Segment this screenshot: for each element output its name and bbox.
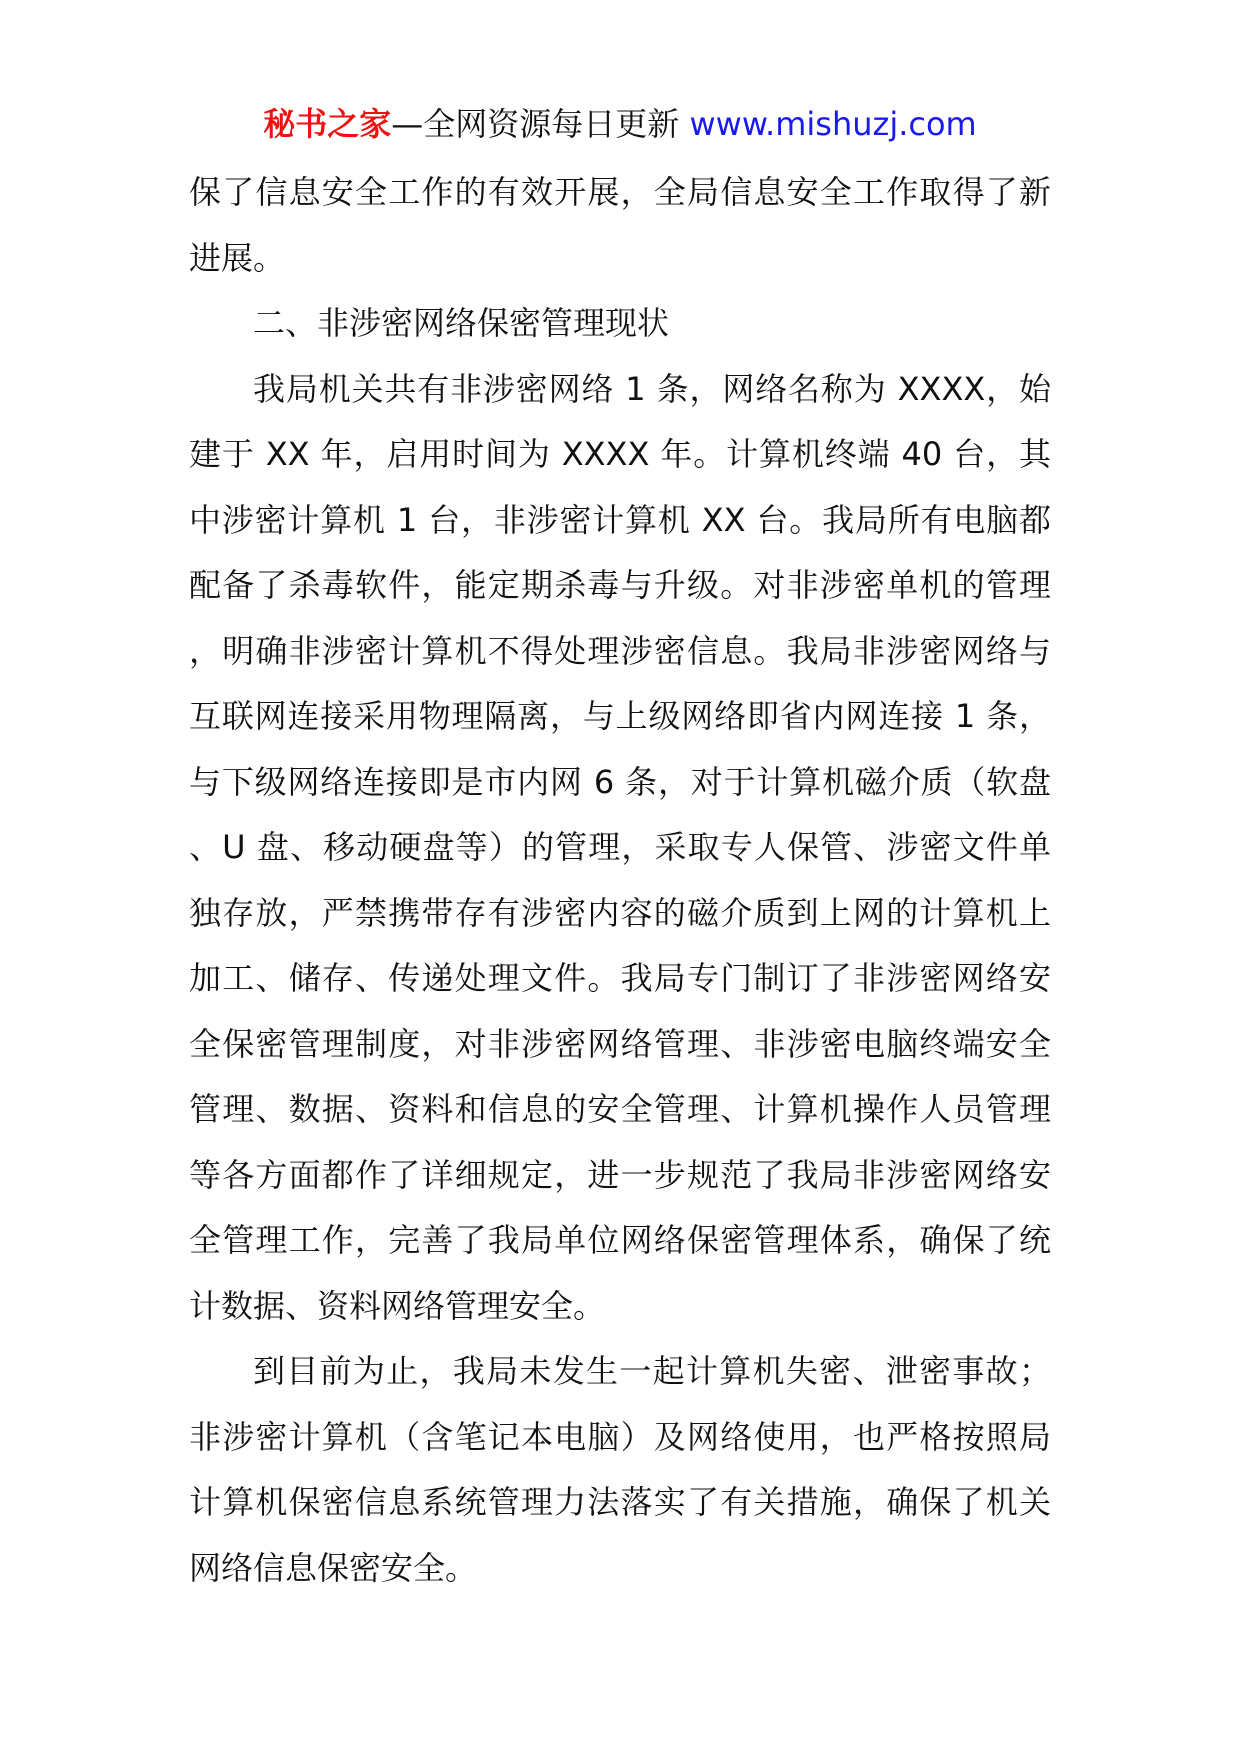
document-body	[189, 160, 1051, 1601]
paragraph-continuation: 保了信息安全工作的有效开展，全局信息安全工作取得了新进展。	[189, 173, 1051, 277]
site-url-link[interactable]: www.mishuzj.com	[689, 105, 977, 143]
paragraph-network-status: 我局机关共有非涉密网络 1 条，网络名称为 XXXX，始建于 XX 年，启用时间为 XXXX 年。计算机终端 40 台，其中涉密计算机 1 台，非涉密计算机 XX 台。我局所有电脑都配备了杀毒软件，能定期杀毒与升级。对非涉密单机的管理，明确非涉密计算机不得处理涉密信息。我局非涉密网络与互联网连接采用物理隔离，与上级网络即省内网连接 1 条，与下级网络连接即是市内网 6 条，对于计算机磁介质（软盘、U 盘、移动硬盘等）的管理，采取专人保管、涉密文件单独存放，严禁携带存有涉密内容的磁介质到上网的计算机上加工、储存、传递处理文件。我局专门制订了非涉密网络安全保密管理制度，对非涉密网络管理、非涉密电脑终端安全管理、数据、资料和信息的安全管理、计算机操作人员管理等各方面都作了详细规定，进一步规范了我局非涉密网络安全管理工作，完善了我局单位网络保密管理体系，确保了统计数据、资料网络管理安全。	[189, 369, 1051, 1325]
paragraph-conclusion: 到目前为止，我局未发生一起计算机失密、泄密事故；非涉密计算机（含笔记本电脑）及网络使用，也严格按照局计算机保密信息系统管理力法落实了有关措施，确保了机关网络信息保密安全。	[189, 1352, 1051, 1587]
site-brand: 秘书之家	[263, 105, 392, 143]
section-heading: 二、非涉密网络保密管理现状	[253, 304, 670, 342]
site-slogan: —全网资源每日更新	[391, 105, 680, 143]
site-header	[0, 104, 1240, 144]
